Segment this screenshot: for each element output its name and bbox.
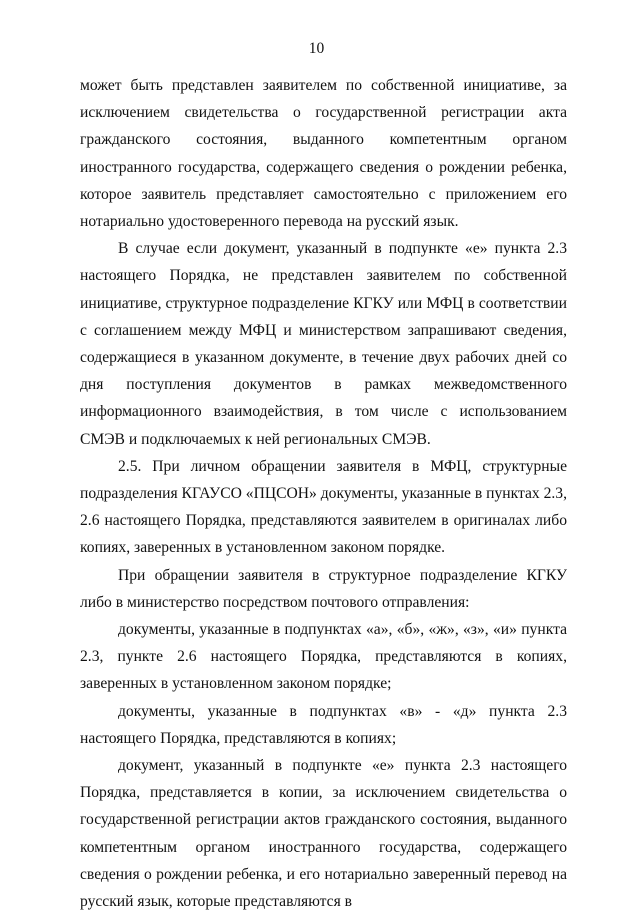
paragraph-subpoint-e-copy: документ, указанный в подпункте «е» пункта 2.3 настоящего Порядка, представляется в копии, за исключением свидетельства о государственной регистрации актов гражданского состояния, выданного компетентным органом иностранного государства, содержащего сведения о рождении ребенка, и его нотариально заверенный перевод на русский язык, которые представляются в <box>80 757 567 911</box>
document-body <box>80 72 567 915</box>
paragraph-continuation: может быть представлен заявителем по собственной инициативе, за исключением свидетельства о государственной регистрации акта гражданского состояния, выданного компетентным органом иностранного государства, содержащего сведения о рождении ребенка, которое заявитель представляет самостоятельно с приложением его нотариально удостоверенного перевода на русский язык. <box>80 77 567 231</box>
page-number: 10 <box>308 40 325 57</box>
paragraph-certified-copies: документы, указанные в подпунктах «а», «б», «ж», «з», «и» пункта 2.3, пункте 2.6 настоящего Порядка, представляются в копиях, заверенных в установленном законом порядке; <box>80 621 567 693</box>
paragraph-subpoint-e-request: В случае если документ, указанный в подпункте «е» пункта 2.3 настоящего Порядка, не представлен заявителем по собственной инициативе, структурное подразделение КГКУ или МФЦ в соответствии с соглашением между МФЦ и министерством запрашивают сведения, содержащиеся в указанном документе, в течение двух рабочих дней со дня поступления документов в рамках межведомственного информационного взаимодействия, в том числе с использованием СМЭВ и подключаемых к ней региональных СМЭВ. <box>80 240 567 448</box>
paragraph-copies: документы, указанные в подпунктах «в» - «д» пункта 2.3 настоящего Порядка, представляются в копиях; <box>80 702 567 747</box>
paragraph-2-5: 2.5. При личном обращении заявителя в МФЦ, структурные подразделения КГАУСО «ПЦСОН» документы, указанные в пунктах 2.3, 2.6 настоящего Порядка, представляются заявителем в оригиналах либо копиях, заверенных в установленном законом порядке. <box>80 457 567 557</box>
paragraph-postal-submission: При обращении заявителя в структурное подразделение КГКУ либо в министерство посредством почтового отправления: <box>80 566 567 611</box>
